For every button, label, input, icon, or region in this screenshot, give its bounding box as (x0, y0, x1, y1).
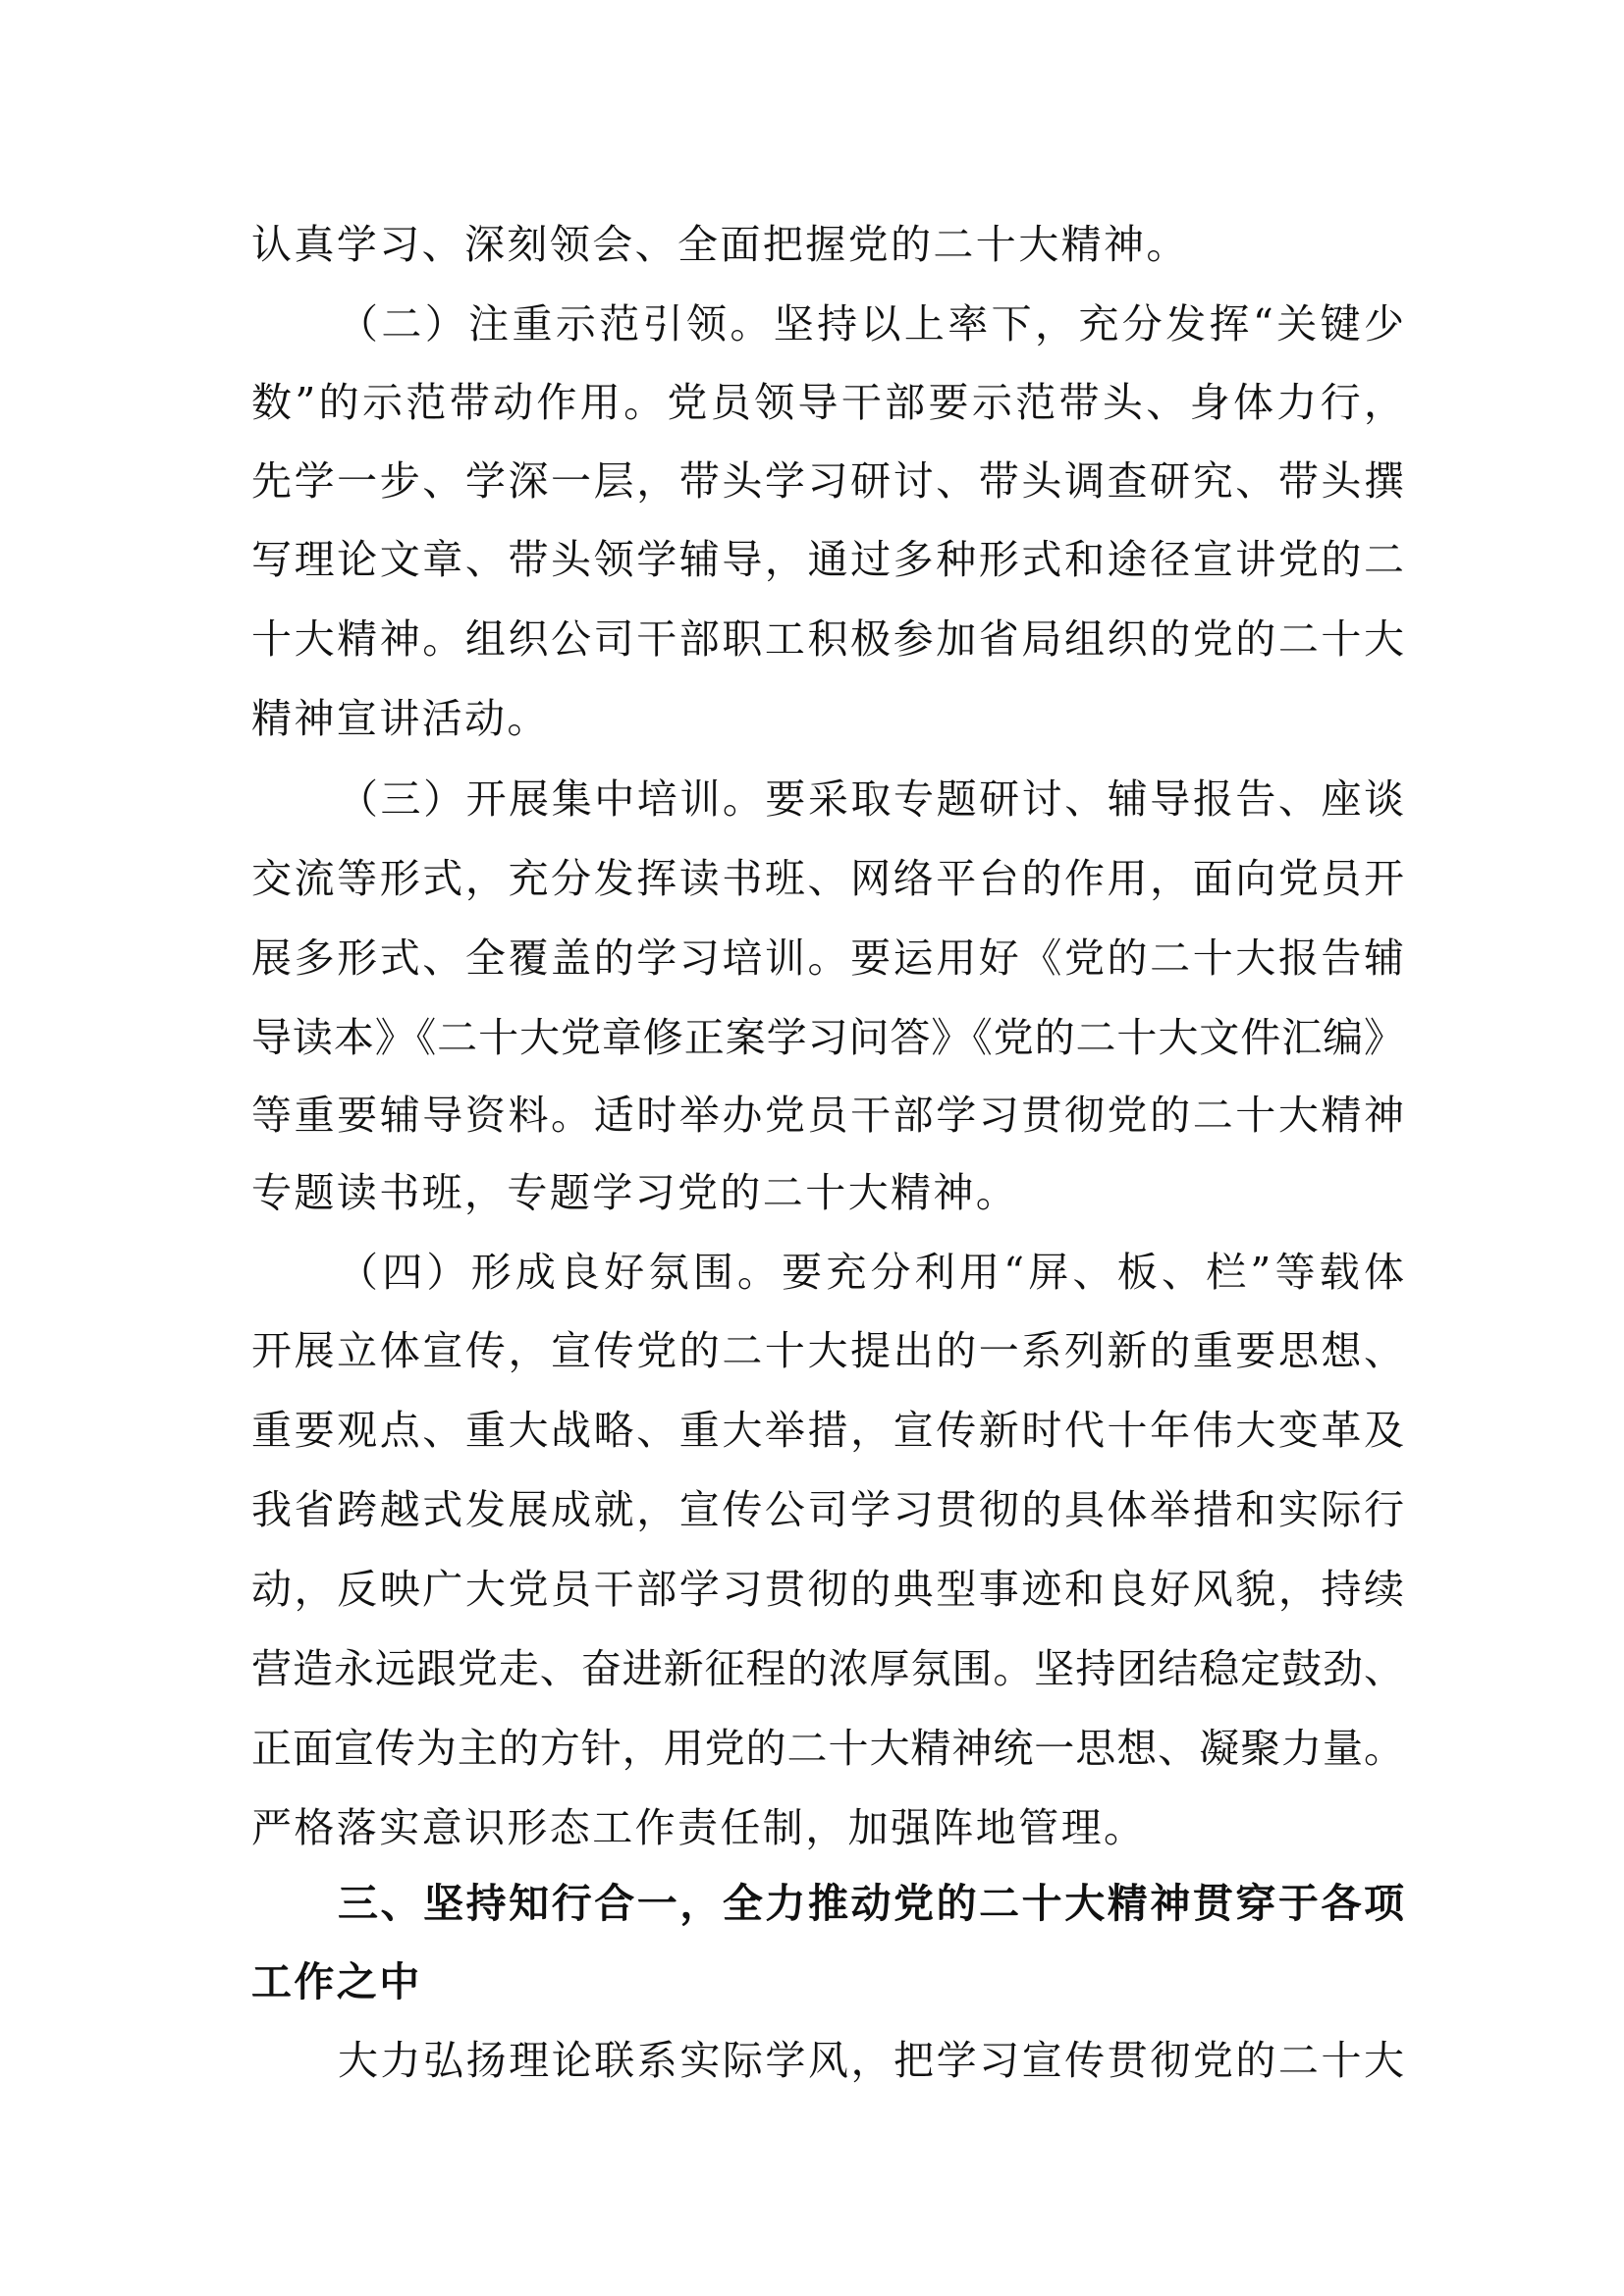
paragraph-line: 大力弘扬理论联系实际学风，把学习宣传贯彻党的二十大 (338, 2037, 1404, 2084)
paragraph-line: 严格落实意识形态工作责任制，加强阵地管理。 (251, 1804, 1147, 1851)
section-heading-continued: 工作之中 (251, 1958, 422, 2005)
paragraph-line: 交流等形式，充分发挥读书班、网络平台的作用，面向党员开 (251, 855, 1404, 902)
paragraph-line: 等重要辅导资料。适时举办党员干部学习贯彻党的二十大精神 (251, 1092, 1404, 1139)
paragraph-line: 精神宣讲活动。 (251, 695, 550, 742)
paragraph-line: 营造永远跟党走、奋进新征程的浓厚氛围。坚持团结稳定鼓劲、 (251, 1645, 1404, 1692)
section-4-first-line: （四）形成良好氛围。要充分利用“屏、板、栏”等载体 (338, 1249, 1404, 1296)
section-2-first-line: （二）注重示范引领。坚持以上率下，充分发挥“关键少 (338, 300, 1404, 347)
paragraph-line: 先学一步、学深一层，带头学习研讨、带头调查研究、带头撰 (251, 457, 1404, 505)
paragraph-line: 开展立体宣传，宣传党的二十大提出的一系列新的重要思想、 (251, 1327, 1404, 1374)
paragraph-line: 展多形式、全覆盖的学习培训。要运用好《党的二十大报告辅 (251, 934, 1404, 982)
paragraph-line: 十大精神。组织公司干部职工积极参加省局组织的党的二十大 (251, 615, 1404, 663)
paragraph-line: 我省跨越式发展成就，宣传公司学习贯彻的具体举措和实际行 (251, 1486, 1404, 1533)
paragraph-line: 动，反映广大党员干部学习贯彻的典型事迹和良好风貌，持续 (251, 1566, 1404, 1613)
paragraph-line: 写理论文章、带头领学辅导，通过多种形式和途径宣讲党的二 (251, 536, 1404, 583)
paragraph-line: 专题读书班，专题学习党的二十大精神。 (251, 1169, 1019, 1216)
paragraph-line: 重要观点、重大战略、重大举措，宣传新时代十年伟大变革及 (251, 1407, 1404, 1454)
section-heading: 三、坚持知行合一，全力推动党的二十大精神贯穿于各项 (338, 1880, 1404, 1927)
paragraph-line: 数”的示范带动作用。党员领导干部要示范带头、身体力行， (251, 379, 1404, 426)
paragraph-line: 认真学习、深刻领会、全面把握党的二十大精神。 (251, 221, 1189, 268)
paragraph-line: 正面宣传为主的方针，用党的二十大精神统一思想、凝聚力量。 (251, 1725, 1404, 1772)
paragraph-line: 导读本》《二十大党章修正案学习问答》《党的二十大文件汇编》 (251, 1014, 1404, 1061)
section-3-first-line: （三）开展集中培训。要采取专题研讨、辅导报告、座谈 (338, 775, 1404, 823)
